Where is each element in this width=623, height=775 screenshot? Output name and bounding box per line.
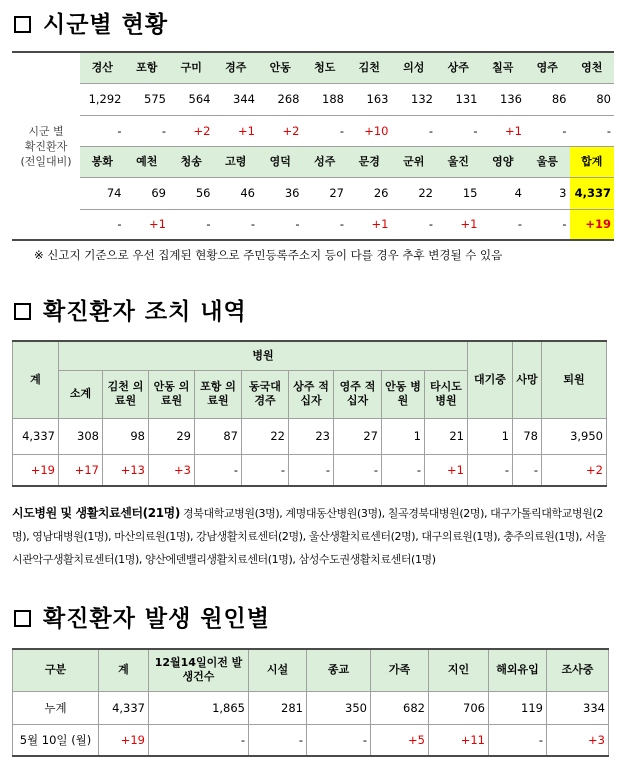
measure-change-cell: - [468,454,513,486]
header-discharged: 퇴원 [542,341,607,418]
checkbox-icon [14,610,31,627]
city-name-cell: 상주 [436,52,481,83]
measure-change-cell: +17 [59,454,103,486]
measure-total-cell: 23 [289,418,334,454]
side-label: 시군 별 확진환자 (전일대비) [12,52,80,240]
header-hospital-col: 포항 의료원 [195,370,242,418]
city-change-cell: - [169,209,214,240]
city-total-cell: 80 [570,83,615,115]
measure-change-cell: - [382,454,425,486]
city-name-cell: 예천 [125,146,170,177]
section-title-by-city: 시군별 현황 [14,6,168,39]
city-name-cell: 울진 [436,146,481,177]
cause-value-cell: 281 [249,691,307,724]
cause-value-cell: 1,865 [149,691,249,724]
city-change-cell: +10 [347,115,392,146]
city-change-cell: - [570,115,615,146]
city-name-cell: 울릉 [525,146,570,177]
measure-change-cell: - [195,454,242,486]
city-name-cell: 청송 [169,146,214,177]
city-change-cell: - [481,209,526,240]
cause-value-cell: - [249,724,307,756]
cause-header-cell: 조사중 [547,649,609,691]
city-change-cell: - [214,209,259,240]
cause-header-cell: 계 [99,649,149,691]
cause-value-cell: +5 [371,724,429,756]
city-change-cell: - [436,115,481,146]
city-change-cell: - [303,115,348,146]
city-name-cell: 봉화 [80,146,125,177]
measure-change-cell: +2 [542,454,607,486]
measure-change-cell: - [513,454,542,486]
measure-total-cell: 1 [382,418,425,454]
measure-change-cell: +3 [149,454,195,486]
measure-change-cell: +13 [103,454,149,486]
city-change-cell: - [125,115,170,146]
measure-total-cell: 98 [103,418,149,454]
header-waiting: 대기중 [468,341,513,418]
header-total: 계 [13,341,59,418]
city-total-cell: 4,337 [570,177,615,209]
cause-value-cell: 119 [489,691,547,724]
city-total-cell: 26 [347,177,392,209]
city-name-cell: 군위 [392,146,437,177]
city-change-cell: +2 [169,115,214,146]
cause-value-cell: 4,337 [99,691,149,724]
city-change-cell: +1 [481,115,526,146]
city-total-cell: 74 [80,177,125,209]
cause-value-cell: +11 [429,724,489,756]
city-change-cell: - [525,209,570,240]
cause-value-cell: 682 [371,691,429,724]
measure-total-cell: 87 [195,418,242,454]
measure-total-cell: 22 [242,418,289,454]
header-hospital-col: 김천 의료원 [103,370,149,418]
header-hospital-col: 동국대 경주 [242,370,289,418]
cause-value-cell: 334 [547,691,609,724]
city-total-cell: 188 [303,83,348,115]
city-name-cell: 청도 [303,52,348,83]
checkbox-icon [14,303,31,320]
header-hospital-col: 안동 의료원 [149,370,195,418]
cause-value-cell: - [149,724,249,756]
city-total-cell: 3 [525,177,570,209]
city-name-cell: 의성 [392,52,437,83]
cause-value-cell: - [307,724,371,756]
measure-change-cell: +1 [425,454,468,486]
measure-total-cell: 4,337 [13,418,59,454]
city-change-cell: +1 [214,115,259,146]
city-name-cell: 구미 [169,52,214,83]
section-title-by-cause: 확진환자 발생 원인별 [14,600,270,633]
city-change-cell: - [392,209,437,240]
city-total-cell: 46 [214,177,259,209]
city-name-cell: 포항 [125,52,170,83]
city-total-cell: 4 [481,177,526,209]
section-title-measures: 확진환자 조치 내역 [14,293,247,326]
city-change-cell: +1 [125,209,170,240]
measure-total-cell: 27 [334,418,382,454]
city-total-cell: 56 [169,177,214,209]
measure-change-cell: - [242,454,289,486]
measure-total-cell: 29 [149,418,195,454]
city-total-cell: 268 [258,83,303,115]
city-name-cell: 영천 [570,52,615,83]
city-status-note: ※ 신고지 기준으로 우선 집계된 현황으로 주민등록주소지 등이 다를 경우 추후 변경될 수 있음 [34,248,503,262]
header-hospital-col: 타시도 병원 [425,370,468,418]
city-total-cell: 131 [436,83,481,115]
city-name-cell: 영주 [525,52,570,83]
city-name-cell: 영양 [481,146,526,177]
city-total-cell: 344 [214,83,259,115]
city-change-cell: +1 [347,209,392,240]
city-name-cell: 영덕 [258,146,303,177]
city-name-cell: 경산 [80,52,125,83]
cause-header-cell: 지인 [429,649,489,691]
city-name-cell: 합계 [570,146,615,177]
city-total-cell: 1,292 [80,83,125,115]
header-hospital-col: 상주 적십자 [289,370,334,418]
cause-value-cell: +19 [99,724,149,756]
cause-value-cell: +3 [547,724,609,756]
city-total-cell: 15 [436,177,481,209]
city-status-table [12,51,614,241]
city-total-cell: 86 [525,83,570,115]
measure-total-cell: 78 [513,418,542,454]
city-name-cell: 안동 [258,52,303,83]
cause-value-cell: - [489,724,547,756]
cause-value-cell: 706 [429,691,489,724]
city-change-cell: - [80,115,125,146]
city-name-cell: 칠곡 [481,52,526,83]
cause-header-cell: 해외유입 [489,649,547,691]
measure-total-cell: 1 [468,418,513,454]
city-total-cell: 575 [125,83,170,115]
header-hospital-col: 소계 [59,370,103,418]
measure-total-cell: 308 [59,418,103,454]
cause-header-cell: 구분 [13,649,99,691]
city-total-cell: 27 [303,177,348,209]
city-total-cell: 132 [392,83,437,115]
city-name-cell: 문경 [347,146,392,177]
city-name-cell: 고령 [214,146,259,177]
city-total-cell: 136 [481,83,526,115]
city-total-cell: 36 [258,177,303,209]
city-change-cell: - [258,209,303,240]
measure-change-cell: +19 [13,454,59,486]
header-hospital-group: 병원 [59,341,468,370]
cause-header-cell: 가족 [371,649,429,691]
measure-change-cell: - [334,454,382,486]
city-change-cell: +1 [436,209,481,240]
measure-total-cell: 21 [425,418,468,454]
city-change-cell: - [525,115,570,146]
city-name-cell: 경주 [214,52,259,83]
measures-table [12,340,607,487]
cause-header-cell: 시설 [249,649,307,691]
city-name-cell: 성주 [303,146,348,177]
measure-change-cell: - [289,454,334,486]
cause-table [12,648,609,757]
checkbox-icon [14,16,31,33]
city-total-cell: 163 [347,83,392,115]
city-change-cell: - [80,209,125,240]
city-total-cell: 22 [392,177,437,209]
header-deaths: 사망 [513,341,542,418]
city-change-cell: +2 [258,115,303,146]
city-change-cell: - [303,209,348,240]
city-total-cell: 564 [169,83,214,115]
city-name-cell: 김천 [347,52,392,83]
city-change-cell: +19 [570,209,615,240]
hospital-detail-paragraph: 시도병원 및 생활치료센터(21명) 경북대학교병원(3명), 계명대동산병원(3명), 칠곡경북대병원(2명), 대구가톨릭대학교병원(2명), 영남대병원(1명), 마산의료원(1명), 강남생활치료센터(2명), 울산생활치료센터(2명), 대구의료원(1명), 충주의료원(1명), 서울시관악구생활치료센터(1명), 양산에덴밸리생활치료센터(1명), 삼성수도권생활치료센터(1명) [12,506,606,566]
cause-row-label: 누계 [13,691,99,724]
city-change-cell: - [392,115,437,146]
header-hospital-col: 영주 적십자 [334,370,382,418]
cause-row-label: 5월 10일 (월) [13,724,99,756]
city-total-cell: 69 [125,177,170,209]
cause-header-cell: 12월14일이전 발생건수 [149,649,249,691]
header-hospital-col: 안동 병원 [382,370,425,418]
cause-value-cell: 350 [307,691,371,724]
cause-header-cell: 종교 [307,649,371,691]
measure-total-cell: 3,950 [542,418,607,454]
